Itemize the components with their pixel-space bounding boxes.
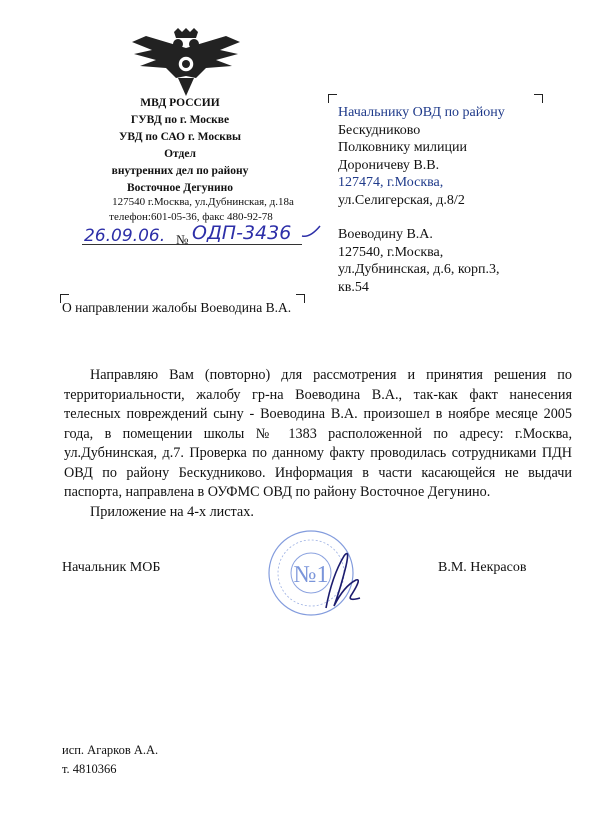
registration-date: 26.09.06.	[84, 226, 166, 246]
executor-block	[62, 741, 158, 779]
letterhead-ministry: МВД РОССИИ	[140, 97, 220, 109]
letterhead-department-desc: внутренних дел по району	[111, 165, 249, 177]
recipient2-city: 127540, г.Москва,	[338, 244, 444, 260]
body-paragraph: Направляю Вам (повторно) для рассмотрения и принятия решения по территориальности, жалобу гр-на Воеводина В.А., так-как факт нанесения телесных повреждений сыну - Воеводина В.А. произошел в ноябре месяце 2005 года, в помещении школы № 1383 расположенной по адресу: г.Москва, ул.Дубнинская, д.7. Проверка по данному факту проводилась сотрудниками ПДН ОВД по району Бескудниково. Информация в части касающейся не выдачи паспорта, направлена в ОУФМС ОВД по району Восточное Дегунино.	[64, 367, 572, 500]
recipient1-rank: Полковнику милиции	[338, 140, 468, 156]
recipient2-apartment: кв.54	[338, 279, 369, 295]
letterhead-guvd: ГУВД по г. Москве	[130, 114, 230, 126]
recipient2-block	[338, 226, 500, 296]
letterhead-phones: телефон:601-05-36, факс 480-92-78	[109, 211, 273, 223]
address-corner-left	[328, 94, 337, 103]
registration-underline	[82, 244, 302, 245]
letterhead-department: Отдел	[164, 148, 196, 160]
handwritten-signature	[316, 546, 366, 616]
stamp-number: №1	[293, 562, 329, 588]
executor-name: исп. Агарков А.А.	[62, 743, 159, 757]
attachment-note: Приложение на 4-х листах.	[90, 503, 254, 520]
signatory-name: В.М. Некрасов	[438, 560, 527, 575]
recipient1-district: Бескудниково	[338, 122, 421, 138]
letter-body	[64, 366, 572, 522]
letterhead-uvd: УВД по САО г. Москвы	[118, 131, 242, 143]
recipient1-street: ул.Селигерская, д.8/2	[338, 192, 465, 208]
letterhead-district: Восточное Дегунино	[126, 182, 234, 194]
recipient1-block	[338, 104, 505, 210]
recipient1-title: Начальнику ОВД по району	[338, 105, 505, 120]
recipient1-city: 127474, г.Москва,	[338, 175, 444, 191]
executor-phone: т. 4810366	[62, 762, 117, 776]
letterhead-address: 127540 г.Москва, ул.Дубнинская, д.18а	[112, 196, 294, 208]
recipient2-name: Воеводину В.А.	[338, 227, 433, 242]
registration-number-sign: №	[176, 232, 189, 247]
double-headed-eagle-emblem	[126, 28, 246, 98]
recipient2-street: ул.Дубнинская, д.6, корп.3,	[338, 262, 500, 278]
signatory-title: Начальник МОБ	[62, 560, 161, 575]
pen-stroke-mark	[300, 224, 322, 240]
letter-subject: О направлении жалобы Воеводина В.А.	[62, 300, 292, 315]
registration-number: ОДП-3436	[192, 222, 292, 244]
subject-corner-right	[296, 294, 305, 303]
address-corner-right	[534, 94, 543, 103]
recipient1-name: Дороничеву В.В.	[338, 157, 440, 173]
